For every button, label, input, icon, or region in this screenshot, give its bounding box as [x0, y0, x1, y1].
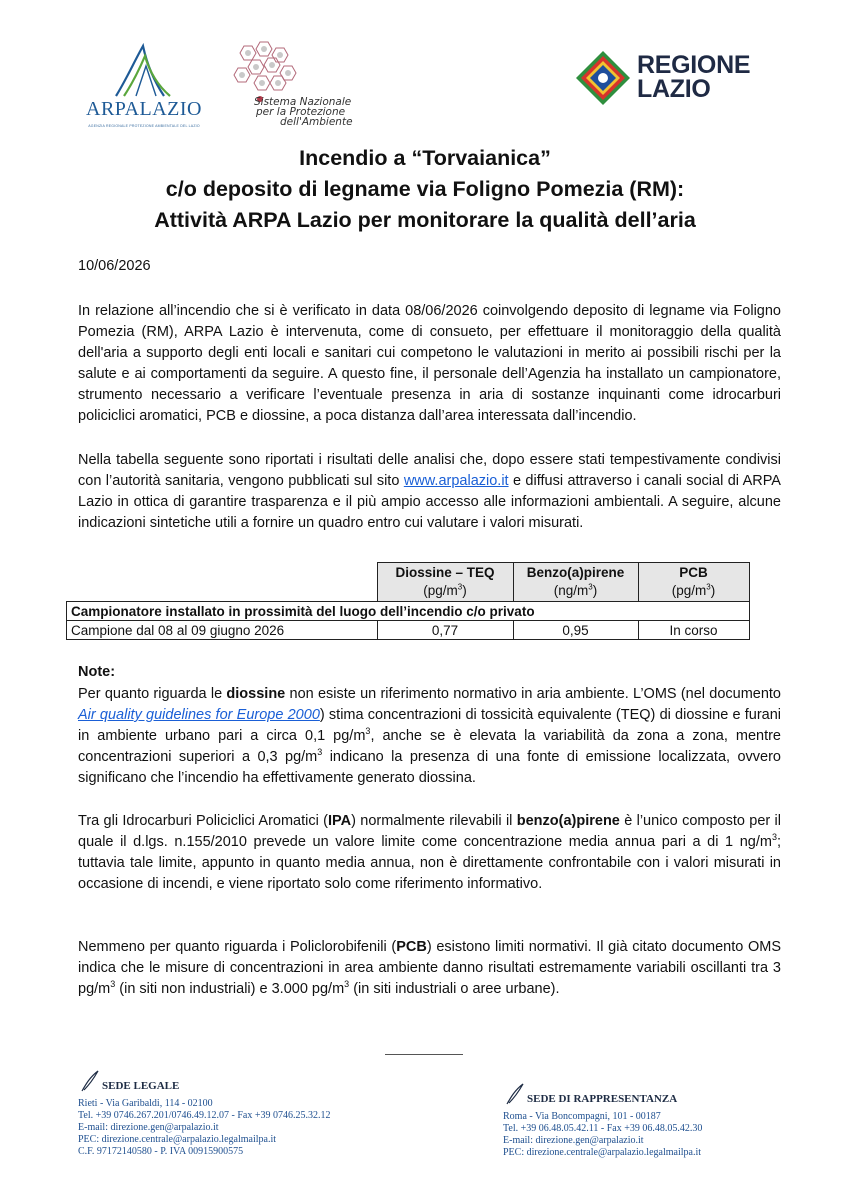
- arpa-mountain-icon: [112, 40, 176, 98]
- table-row: [67, 621, 750, 640]
- results-table: [66, 562, 750, 640]
- snpa-line3: dell'Ambiente: [280, 116, 353, 128]
- header-pcb-name: PCB: [679, 565, 708, 580]
- page-title: [60, 143, 790, 236]
- sede-rappresentanza-phone: Tel. +39 06.48.05.42.11 - Fax +39 06.48.05.42.30: [503, 1123, 703, 1134]
- title-line2: c/o deposito di legname via Foligno Pomezia (RM):: [165, 177, 685, 201]
- footer-sede-legale: [78, 1080, 331, 1158]
- arpalazio-website-link[interactable]: www.arpalazio.it: [403, 473, 509, 489]
- sede-rappresentanza-address: Roma - Via Boncompagni, 101 - 00187: [503, 1111, 661, 1122]
- title-line1: Incendio a “Torvaianica”: [299, 146, 551, 170]
- table-corner-cell: [67, 563, 378, 602]
- sede-legale-address: Rieti - Via Garibaldi, 114 - 02100: [78, 1098, 213, 1109]
- sede-legale-phone: Tel. +39 0746.267.201/0746.49.12.07 - Fax +39 0746.25.32.12: [78, 1110, 331, 1121]
- sede-legale-email: E-mail: direzione.gen@arpalazio.it: [78, 1122, 219, 1133]
- footer-divider: [385, 1054, 463, 1055]
- snpa-line1: Sistema Nazionale: [254, 96, 352, 108]
- sede-rappresentanza-email: E-mail: direzione.gen@arpalazio.it: [503, 1135, 644, 1146]
- table-section-row: [67, 602, 750, 621]
- header-diossine: [377, 563, 513, 602]
- region-line1: REGIONE: [637, 51, 751, 79]
- header-bap-name: Benzo(a)pirene: [526, 565, 625, 580]
- snpa-line2: per la Protezione: [256, 106, 346, 118]
- note-pcb: Nemmeno per quanto riguarda i Policlorobifenili (PCB) esistono limiti normativi. Il già citato documento OMS indica che le misure di concentrazioni in area ambiente danno risultati estremamente variabili oscillanti tra 3 $pg/m^3$ (in siti non industriali) e 3.000 $pg/m^3$ (in siti industriali o aree urbane).: [78, 939, 781, 997]
- lazio-emblem-icon: [575, 50, 631, 106]
- region-line2: LAZIO: [637, 75, 711, 103]
- snpa-hexagon-icon: [230, 40, 300, 102]
- note-benzoapirene: Tra gli Idrocarburi Policiclici Aromatici (IPA) normalmente rilevabili il benzo(a)pirene è l’unico composto per il quale il d.lgs. n.155/2010 prevede un valore limite come concentrazione media annua pari a di 1 $ng/m^3$; tuttavia tale limite, appunto in quanto media annua, non è direttamente confrontabile con i valori misurati in occasione di incendi, e viene riportato solo come riferimento informativo.: [78, 813, 782, 892]
- row-label: Campione dal 08 al 09 giugno 2026: [67, 621, 378, 640]
- sede-legale-fiscal: C.F. 97172140580 - P. IVA 00915900575: [78, 1146, 244, 1157]
- intro-paragraph-2: [78, 450, 781, 534]
- arpa-wordmark: ARPALAZIO: [86, 98, 202, 120]
- note-diossine: Per quanto riguarda le diossine non esiste un riferimento normativo in aria ambiente. L’OMS (nel documento Air quality guidelines for Europe 2000) stima concentrazioni di tossicità equivalente (TEQ) di diossine e furani in ambiente urbano pari a circa 0,1 $pg/m^3$, anche se è elevata la variabilità da zona a zona, mentre concentrazioni superiori a 0,3 $pg/m^3$ indicano la presenza di una fonte di emissione localizzata, ovvero significano che l’incendio ha effettivamente generato diossina.: [78, 686, 781, 786]
- snpa-wordmark: [254, 97, 353, 127]
- header-pcb-unit: $(pg/m^3)$: [671, 582, 716, 598]
- header-diossine-name: Diossine – TEQ: [395, 565, 495, 580]
- document-date: 10/06/2026: [78, 258, 151, 274]
- sede-legale-pec: PEC: direzione.centrale@arpalazio.legalmailpa.it: [78, 1134, 277, 1145]
- p2-text-a: Nella tabella seguente sono riportati i risultati delle analisi che, dopo essere stati tempestivamente condivisi con l’autorità sanitaria, vengono pubblicati sul sito: [78, 452, 781, 489]
- arpa-subtitle: AGENZIA REGIONALE PROTEZIONE AMBIENTALE DEL LAZIO: [88, 124, 200, 128]
- regione-lazio-logo: [575, 50, 775, 110]
- arpa-lazio-logo: [74, 40, 214, 135]
- table-header-row: [67, 563, 750, 602]
- regione-lazio-wordmark: [637, 53, 750, 101]
- header-bap-unit: $(ng/m^3)$: [553, 582, 598, 598]
- header-diossine-unit: $(pg/m^3)$: [423, 582, 467, 598]
- footer-sede-rappresentanza: [503, 1093, 702, 1159]
- sede-rappresentanza-pec: PEC: direzione.centrale@arpalazio.legalmailpa.it: [503, 1147, 702, 1158]
- row-diossine-value: 0,77: [377, 621, 513, 640]
- row-bap-value: 0,95: [513, 621, 638, 640]
- intro-paragraph-1: In relazione all’incendio che si è verificato in data 08/06/2026 coinvolgendo deposito di legname via Foligno Pomezia (RM), ARPA Lazio è intervenuta, come di consueto, per effettuare il monitoraggio della qualità dell'aria a supporto degli enti locali e sanitari cui competono le valutazioni in merito ai possibili rischi per la salute e ai comportamenti da seguire. A questo fine, il personale dell’Agenzia ha installato un campionatore, strumento necessario a verificare l’eventuale presenza in aria di sostanze inquinanti come idrocarburi policiclici aromatici, PCB e diossine, a poca distanza dall’area interessata dall’incendio.: [78, 303, 781, 424]
- row-pcb-value: In corso: [638, 621, 749, 640]
- quill-icon: [80, 1070, 100, 1092]
- header-pcb: [638, 563, 749, 602]
- header-benzoapirene: [513, 563, 638, 602]
- title-line3: Attività ARPA Lazio per monitorare la qualità dell’aria: [154, 208, 696, 232]
- snpa-logo: [226, 40, 376, 135]
- who-guidelines-link[interactable]: Air quality guidelines for Europe 2000: [78, 707, 320, 723]
- notes-heading: Note:: [78, 664, 116, 680]
- sede-rappresentanza-heading: SEDE DI RAPPRESENTANZA: [503, 1093, 702, 1105]
- sede-legale-heading: SEDE LEGALE: [78, 1080, 331, 1092]
- quill-icon: [505, 1083, 525, 1105]
- p2-text-b: e diffusi attraverso i canali social di ARPA Lazio in ottica di garantire trasparenza e il più ampio accesso alle informazioni ambientali. A seguire, alcune indicazioni sintetiche utili a fornire un quadro entro cui valutare i valori misurati.: [78, 473, 781, 531]
- table-section-label: Campionatore installato in prossimità del luogo dell’incendio c/o privato: [67, 602, 750, 621]
